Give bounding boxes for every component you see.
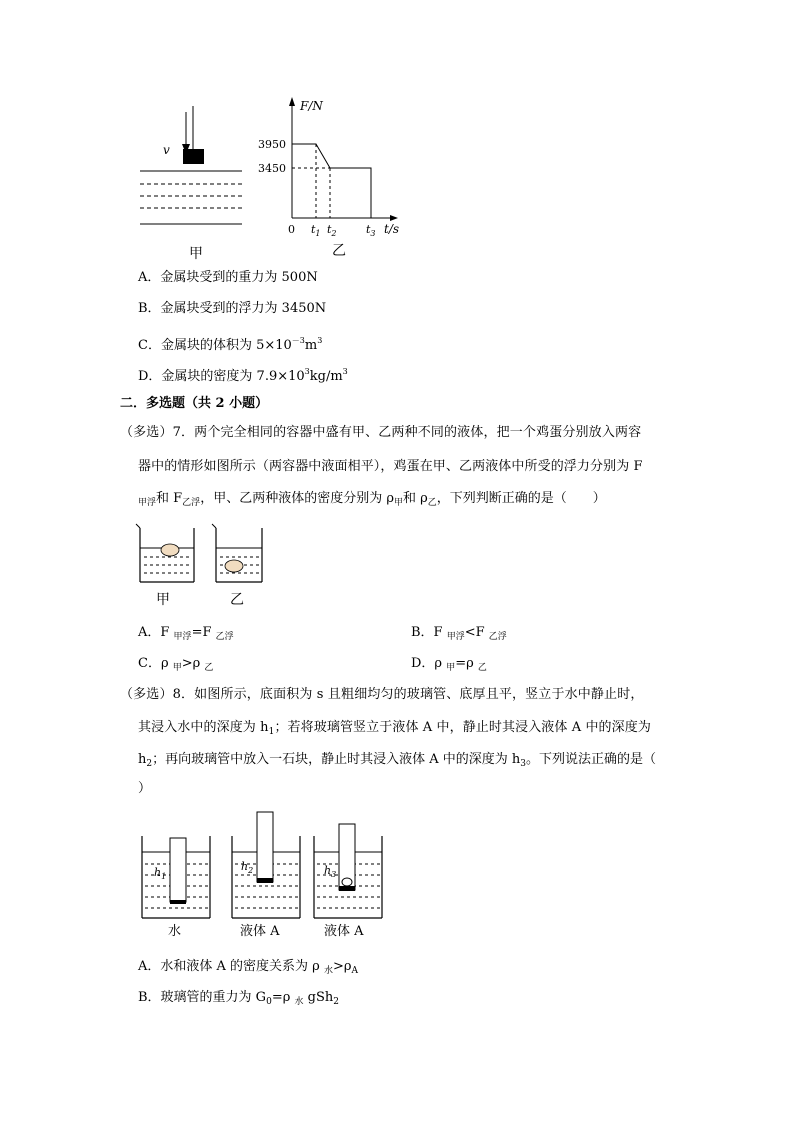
depth-label-3: $h_3$ [324,864,337,879]
x-tick-t3: $t_3$ [366,223,376,238]
container-label-liquid-a-1: 液体 A [240,924,280,939]
tube-bottom-1 [170,900,186,904]
origin-label: 0 [288,223,295,236]
figure-q6-right-caption: 乙 [332,243,346,259]
y-tick-3950: 3950 [258,138,286,151]
q8-option-a: A．水和液体 A 的密度关系为 ρ $_水>\rho_A$ [138,959,359,976]
beaker-yi-label: 乙 [230,592,244,608]
beaker-yi [212,524,262,608]
q8-line-4: ） [138,781,152,796]
q6-option-d: D．金属块的密度为 $7.9\times 10^3kg/m^3$ [138,367,348,384]
section-title: 二．多选题（共 2 小题） [120,396,269,411]
q7-line-3: $_{甲浮}$和 $F_{乙浮}$，甲、乙两种液体的密度分别为 $\rho_甲$和 $\rho_乙$，下列判断正确的是（ ） [138,491,606,508]
container-water [142,836,210,939]
q6-option-c: C．金属块的体积为 $5\times 10^{-3}m^3$ [138,336,323,353]
q8-line-1: （多选）8．如图所示，底面积为 s 且粗细均匀的玻璃管、底厚且平，竖立于水中静止时， [120,687,644,702]
q8-line-3: $h_2$；再向玻璃管中放入一石块，静止时其浸入液体 A 中的深度为 $h_3$。下列说法正确的是（ [138,752,657,769]
figure-q6 [130,92,420,267]
container-liquid-a-1 [232,812,300,939]
q7-line-2: 器中的情形如图所示（两容器中液面相平），鸡蛋在甲、乙两液体中所受的浮力分别为 F [138,459,643,474]
y-axis-label: F/N [300,99,323,113]
q8-option-b: B．玻璃管的重力为 $G_0=\rho$ $_水$ gSh$_2$ [138,990,339,1007]
tube-bottom-2 [257,878,273,883]
depth-label-2: $h_2$ [241,860,254,875]
metal-block [183,149,204,164]
container-label-liquid-a-2: 液体 A [324,924,364,939]
q6-option-b: B．金属块受到的浮力为 3450N [138,301,327,316]
q6-option-a: A．金属块受到的重力为 500N [138,270,318,285]
figure-q6-left [140,106,242,262]
q7-option-d: D．ρ $_甲$=ρ $_乙$ [411,656,487,673]
beaker-jia [136,524,194,608]
force-time-chart [258,97,399,259]
force-line [292,144,371,218]
q7-line-1: （多选）7．两个完全相同的容器中盛有甲、乙两种不同的液体，把一个鸡蛋分别放入两容 [120,425,642,440]
velocity-label: v [163,143,170,157]
beaker-jia-label: 甲 [156,592,170,608]
x-tick-t1: $t_1$ [311,223,321,238]
q7-option-b: B．F $_{甲浮}$<F $_{乙浮}$ [411,625,507,642]
container-label-water: 水 [168,924,182,939]
container-liquid-a-2 [314,824,382,939]
stone [342,878,352,886]
q7-option-a: A．F $_{甲浮}$=F $_{乙浮}$ [138,625,234,642]
depth-label-1: $h_1$ [154,866,167,881]
egg-jia [161,544,179,556]
x-tick-t2: $t_2$ [327,223,337,238]
x-axis-label: t/s [384,222,400,236]
tube-bottom-3 [339,886,355,891]
y-tick-3450: 3450 [258,162,286,175]
q7-option-c: C．ρ $_甲$>ρ $_乙$ [138,656,214,673]
egg-yi [225,560,243,572]
figure-q8 [136,808,386,948]
q8-line-2: 其浸入水中的深度为 $h_1$；若将玻璃管竖立于液体 A 中，静止时其浸入液体 A 中的深度为 [138,720,651,737]
figure-q6-left-caption: 甲 [189,246,203,262]
figure-q7 [134,520,274,612]
